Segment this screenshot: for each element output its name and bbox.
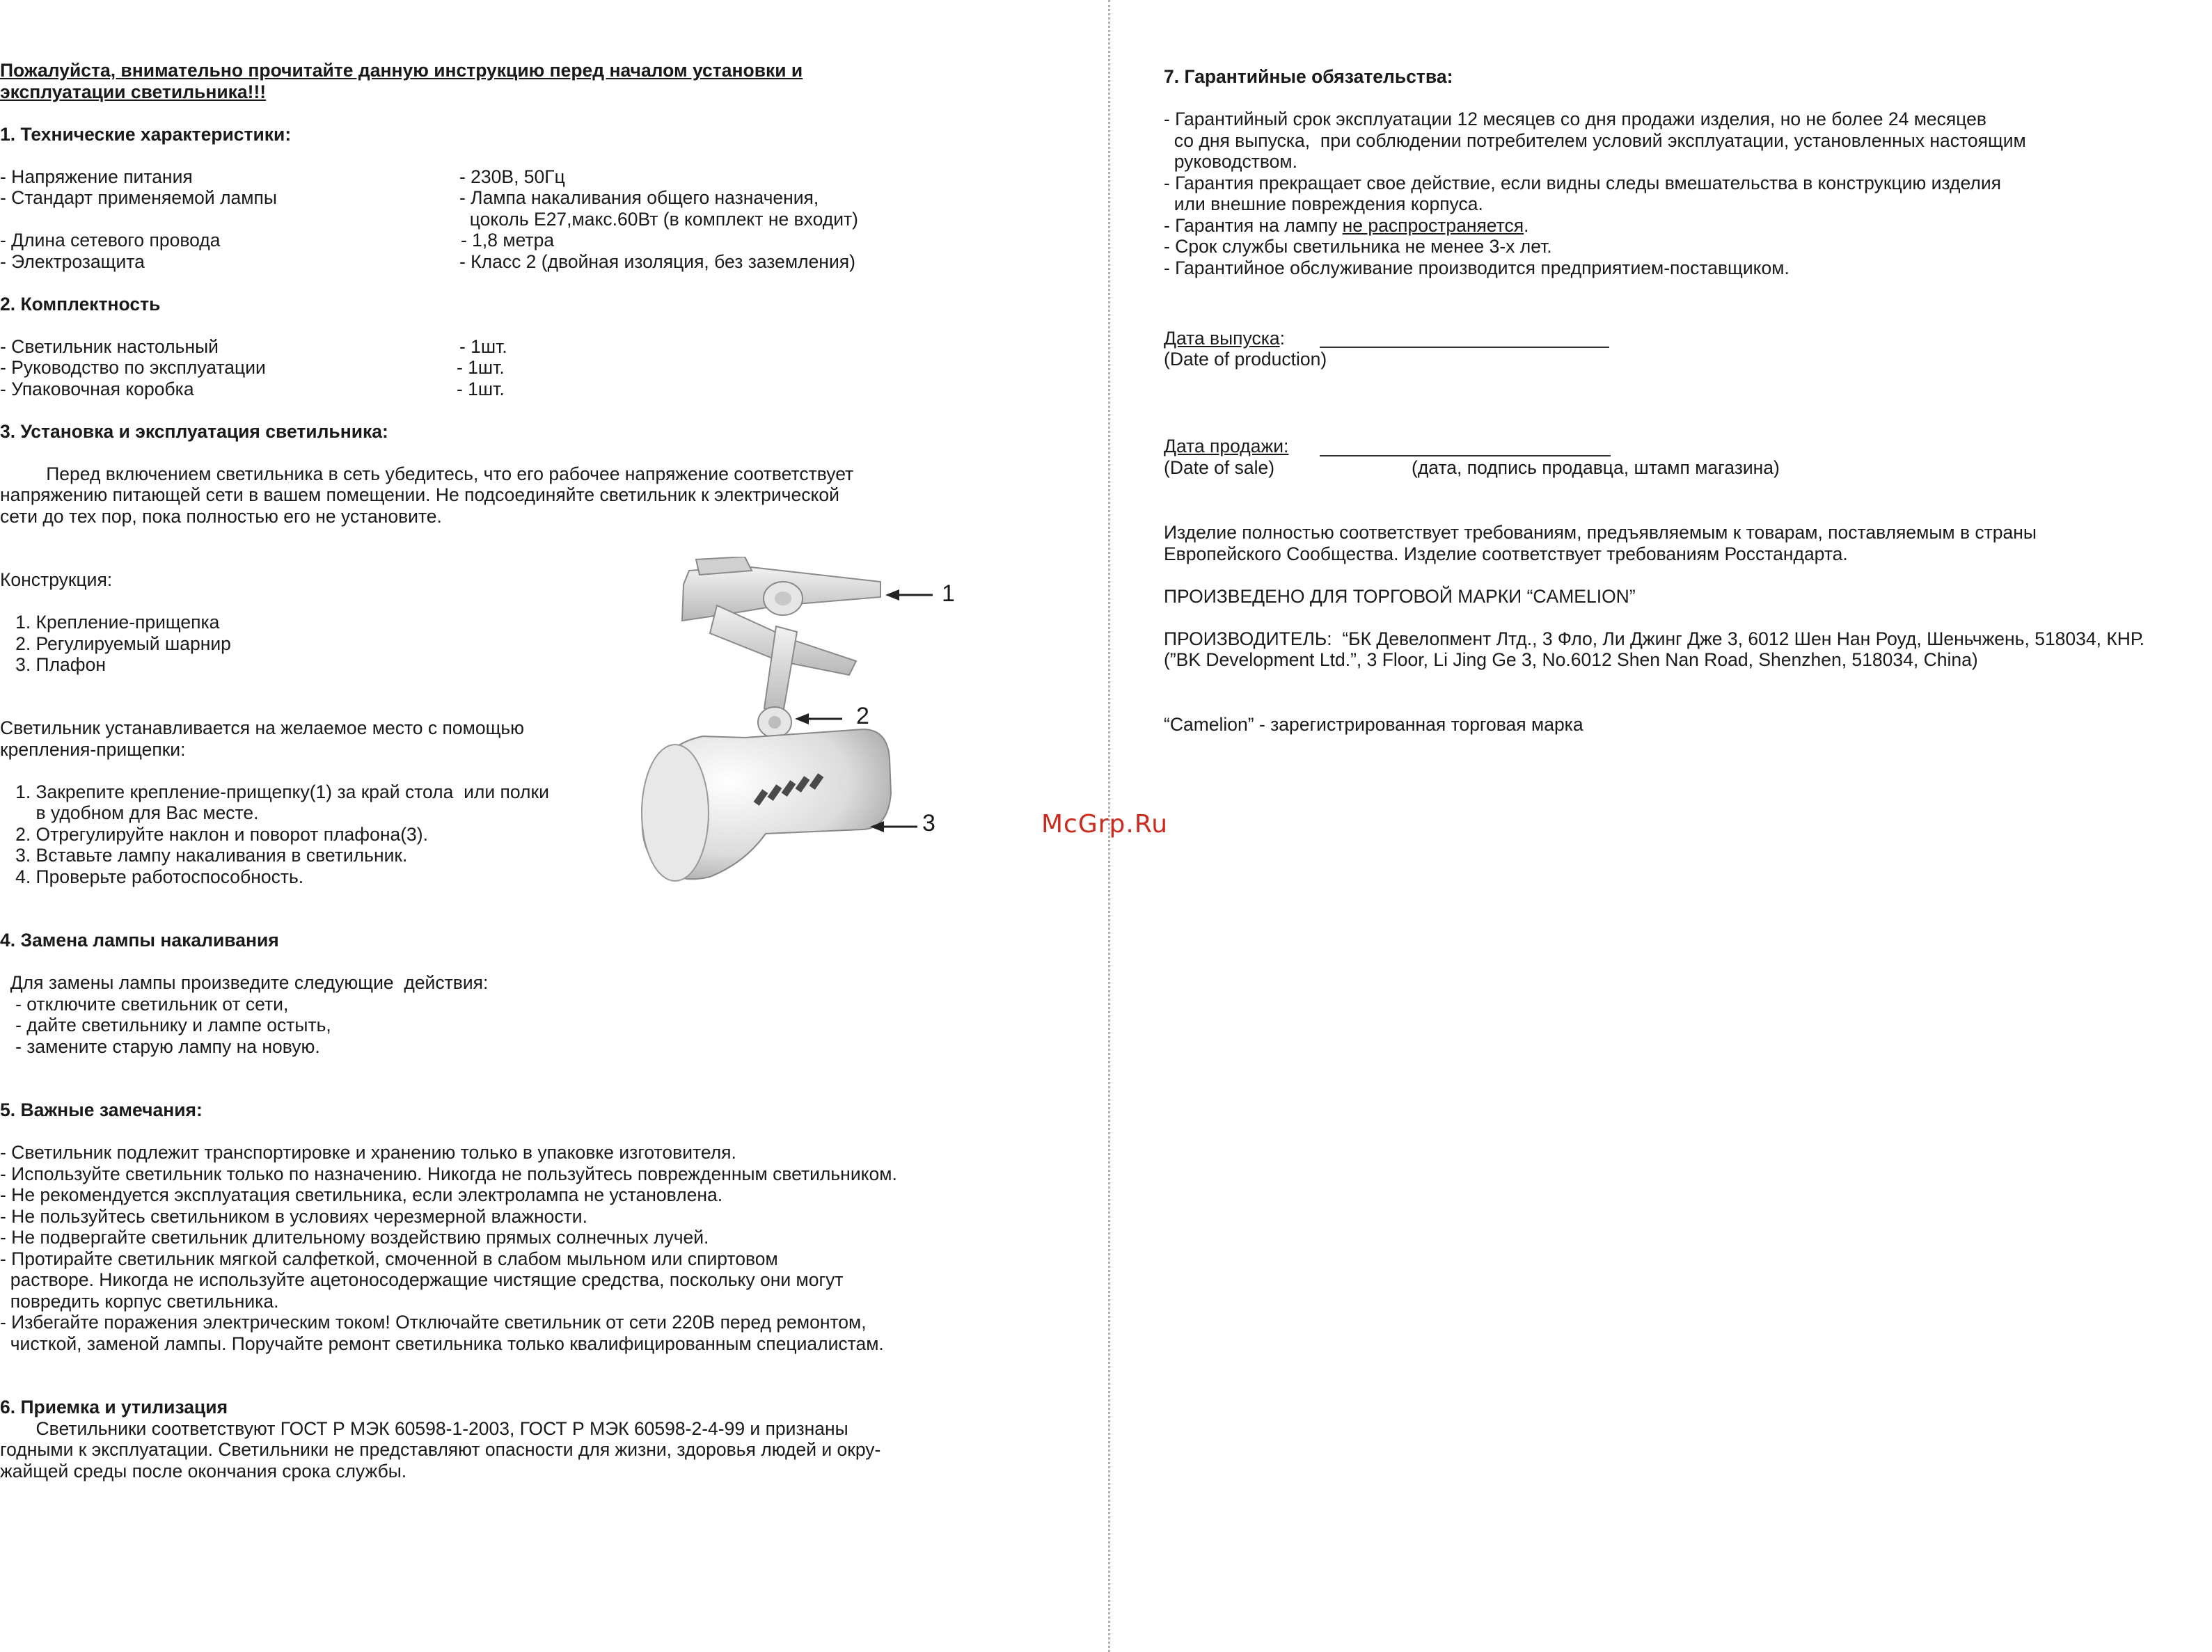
section-3-title: 3. Установка и эксплуатация светильника: [0, 421, 388, 442]
remark-line: чисткой, заменой лампы. Поручайте ремонт светильника только квалифицированным специалистам. [0, 1333, 884, 1354]
spec-label: - Напряжение питания [0, 166, 193, 187]
remark-line: повредить корпус светильника. [0, 1291, 279, 1312]
lamp-replace-line: - замените старую лампу на новую. [0, 1036, 320, 1057]
sale-date-field-line [1320, 455, 1611, 456]
construction-title: Конструкция: [0, 569, 113, 590]
spec-label: - Длина сетевого провода [0, 230, 221, 251]
lamp-replace-line: - дайте светильнику и лампе остыть, [0, 1015, 331, 1035]
lamp-replace-line: Для замены лампы произведите следующие действия: [0, 972, 489, 993]
lamp-warranty-line [1164, 215, 1528, 237]
intro-warning-line-1: Пожалуйста, внимательно прочитайте данную инструкцию перед началом установки и [0, 60, 803, 81]
spec-value: - Лампа накаливания общего назначения, [459, 187, 819, 208]
kit-value: - 1шт. [459, 336, 507, 357]
remark-line: - Не рекомендуется эксплуатация светильника, если электролампа не установлена. [0, 1184, 723, 1205]
warranty-line: - Гарантийный срок эксплуатации 12 месяцев со дня продажи изделия, но не более 24 месяцев [1164, 109, 1986, 129]
kit-label: - Светильник настольный [0, 336, 219, 357]
remark-line: растворе. Никогда не используйте ацетоносодержащие чистящие средства, поскольку они могут [0, 1269, 844, 1290]
mount-step: в удобном для Вас месте. [0, 802, 259, 823]
warranty-line: - Гарантийное обслуживание производится предприятием-поставщиком. [1164, 257, 1790, 278]
lamp-warranty-excluded: не распространяется [1342, 215, 1524, 236]
warranty-line: - Срок службы светильника не менее 3-х лет. [1164, 236, 1552, 257]
remark-line: - Используйте светильник только по назначению. Никогда не пользуйтесь поврежденным светильником. [0, 1163, 897, 1184]
spec-value: - Класс 2 (двойная изоляция, без заземления) [459, 251, 855, 272]
mount-intro: крепления-прищепки: [0, 739, 186, 760]
spec-value: цоколь Е27,макс.60Вт (в комплект не входит) [459, 209, 858, 230]
acceptance-line: годными к эксплуатации. Светильники не представляют опасности для жизни, здоровья людей и окру- [0, 1439, 881, 1460]
mount-intro: Светильник устанавливается на желаемое место с помощью [0, 717, 525, 738]
warranty-line: или внешние повреждения корпуса. [1164, 193, 1483, 214]
kit-label: - Упаковочная коробка [0, 379, 194, 399]
lamp-replace-line: - отключите светильник от сети, [0, 994, 289, 1015]
sale-date-en: (Date of sale) [1164, 457, 1275, 478]
brand-line: ПРОИЗВЕДЕНО ДЛЯ ТОРГОВОЙ МАРКИ “CAMELION” [1164, 586, 1636, 607]
manufacturer-line: ПРОИЗВОДИТЕЛЬ: “БК Девелопмент Лтд., 3 Фло, Ли Джинг Дже 3, 6012 Шен Нан Роуд, Шеньчжень, 518034, КНР. [1164, 628, 2144, 649]
mount-step: 4. Проверьте работоспособность. [0, 866, 304, 887]
mount-step: 1. Закрепите крепление-прищепку(1) за край стола или полки [0, 781, 549, 802]
lamp-shade [642, 729, 891, 881]
kit-label: - Руководство по эксплуатации [0, 357, 266, 378]
site-watermark: McGrp.Ru [1041, 810, 1169, 839]
callout-label-2: 2 [856, 703, 869, 729]
construction-item: 3. Плафон [0, 654, 106, 675]
eu-compliance-line: Европейского Сообщества. Изделие соответствует требованиям Росстандарта. [1164, 543, 1848, 564]
warranty-line: - Гарантия прекращает свое действие, если видны следы вмешательства в конструкцию изделия [1164, 173, 2001, 193]
callout-arrow-2 [793, 705, 856, 733]
construction-item: 2. Регулируемый шарнир [0, 633, 231, 654]
manufacturer-line: (”BK Development Ltd.”, 3 Floor, Li Jing Ge 3, No.6012 Shen Nan Road, Shenzhen, 518034, China) [1164, 649, 1978, 670]
section-5-title: 5. Важные замечания: [0, 1099, 203, 1120]
paragraph-line: Перед включением светильника в сеть убедитесь, что его рабочее напряжение соответствует [0, 463, 854, 484]
spec-value: - 230В, 50Гц [459, 166, 565, 187]
sale-date-label: Дата продажи: [1164, 436, 1289, 456]
production-date-label [1164, 328, 1285, 349]
acceptance-line: жайщей среды после окончания срока службы. [0, 1461, 407, 1482]
remark-line: - Не пользуйтесь светильником в условиях черезмерной влажности. [0, 1206, 587, 1227]
callout-label-1: 1 [942, 580, 955, 607]
section-7-title: 7. Гарантийные обязательства: [1164, 66, 1453, 87]
callout-arrow-1 [884, 581, 947, 609]
construction-item: 1. Крепление-прищепка [0, 612, 220, 633]
remark-line: - Протирайте светильник мягкой салфеткой, смоченной в слабом мыльном или спиртовом [0, 1248, 778, 1269]
acceptance-line: Светильники соответствуют ГОСТ Р МЭК 60598-1-2003, ГОСТ Р МЭК 60598-2-4-99 и признаны [0, 1418, 848, 1439]
production-date-en: (Date of production) [1164, 349, 1327, 370]
remark-line: - Не подвергайте светильник длительному воздействию прямых солнечных лучей. [0, 1227, 709, 1248]
kit-value: - 1шт. [457, 357, 505, 378]
section-1-title: 1. Технические характеристики: [0, 124, 292, 145]
lamp-warranty-prefix: - Гарантия на лампу [1164, 215, 1343, 236]
section-6-title: 6. Приемка и утилизация [0, 1397, 228, 1417]
mount-step: 3. Вставьте лампу накаливания в светильник. [0, 845, 408, 866]
section-4-title: 4. Замена лампы накаливания [0, 930, 279, 951]
eu-compliance-line: Изделие полностью соответствует требованиям, предъявляемым к товарам, поставляемым в страны [1164, 522, 2037, 543]
production-date-label-text: Дата выпуска [1164, 328, 1280, 349]
paragraph-line: сети до тех пор, пока полностью его не установите. [0, 506, 442, 527]
trademark-note: “Camelion” - зарегистрированная торговая марка [1164, 714, 1583, 735]
lamp-warranty-suffix: . [1524, 215, 1529, 236]
mount-step: 2. Отрегулируйте наклон и поворот плафона(3). [0, 824, 428, 845]
spec-value: - 1,8 метра [461, 230, 555, 251]
section-2-title: 2. Комплектность [0, 294, 161, 315]
remark-line: - Избегайте поражения электрическим током! Отключайте светильник от сети 220В перед ремонтом, [0, 1312, 867, 1333]
spec-label: - Электрозащита [0, 251, 145, 272]
sale-date-note: (дата, подпись продавца, штамп магазина) [1412, 457, 1780, 478]
remark-line: - Светильник подлежит транспортировке и хранению только в упаковке изготовителя. [0, 1142, 736, 1163]
paragraph-line: напряжению питающей сети в вашем помещении. Не подсоединяйте светильник к электрической [0, 484, 839, 505]
spec-label: - Стандарт применяемой лампы [0, 187, 277, 208]
production-date-field-line [1320, 347, 1609, 348]
production-date-colon: : [1279, 328, 1286, 349]
warranty-line: руководством. [1164, 151, 1297, 172]
kit-value: - 1шт. [457, 379, 505, 399]
callout-label-3: 3 [922, 810, 935, 836]
intro-warning-line-2: эксплуатации светильника!!! [0, 81, 267, 102]
warranty-line: со дня выпуска, при соблюдении потребителем условий эксплуатации, установленных настоящим [1164, 130, 2026, 151]
